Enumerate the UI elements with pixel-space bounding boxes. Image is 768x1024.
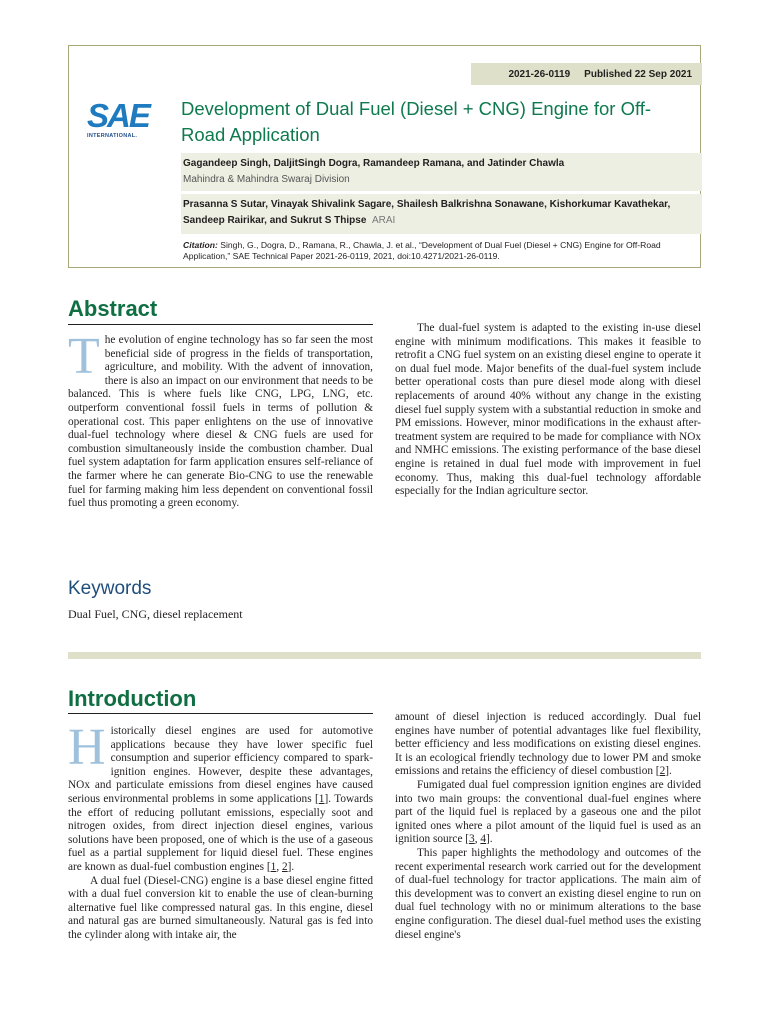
intro-p4-text-a: Fumigated dual fuel compression ignition engines are divided into two main groups: the conventional dual-fuel engines where part of the liquid fuel is replaced by a gaseous one and the pilot ignited ones where a pilot amount of the liquid fuel is used as an ignition source [ [395, 778, 701, 846]
affiliation-group-1: Mahindra & Mahindra Swaraj Division [183, 174, 350, 185]
intro-p1-sep: , [276, 860, 282, 873]
keywords-heading: Keywords [68, 578, 152, 599]
authors-group-2-names: Prasanna S Sutar, Vinayak Shivalink Sagare, Shailesh Balkrishna Sonawane, Kishorkumar Kavathekar, Sandeep Rairikar, and Sukrut S Thipse [183, 199, 671, 226]
paper-title: Development of Dual Fuel (Diesel + CNG) Engine for Off-Road Application [181, 98, 652, 145]
introduction-paragraph-3 [395, 711, 701, 779]
authors-group-2 [183, 197, 702, 229]
intro-p1-text-a: istorically diesel engines are used for automotive applications because they have lower specific fuel consumption and superior efficiency compared to spark-ignition engines. However, despite these advantages, NOx and particulate emissions from diesel engines have caused serious environmental problems in some applications [ [68, 725, 373, 805]
keywords-text: Dual Fuel, CNG, diesel replacement [68, 607, 243, 621]
reference-link-1[interactable]: 1 [318, 792, 325, 805]
section-divider [68, 652, 701, 659]
abstract-paragraph-2: The dual-fuel system is adapted to the existing in-use diesel engine with minimum modifications. This makes it feasible to retrofit a CNG fuel system on an existing diesel engine to operate it on dual fuel mode. Major benefits of the dual-fuel system include better operational costs than pure diesel mode along with diesel replacements of around 40% without any change in the existing diesel fuel supply system with a substantial reduction in smoke and PM emissions. However, minor modifications in the exhaust after-treatment system are required to be made for compliance with NOx and NMHC emissions. The existing performance of the base diesel engine is retained in dual fuel mode with improvement in fuel economy. Thus, making this dual-fuel technology affordable especially for the Indian agriculture sector. [395, 322, 701, 498]
introduction-heading: Introduction [68, 686, 197, 711]
authors-group-1: Gagandeep Singh, DaljitSingh Dogra, Ramandeep Ramana, and Jatinder Chawla [183, 158, 565, 169]
abstract-paragraph-1-text: he evolution of engine technology has so far seen the most beneficial side of progress in the fields of transportation, agriculture, and mobility. With the advent of innovation, there is also an impact on our environment that needs to be balanced. This is where fuels like CNG, LPG, LNG, etc. outperform conventional fossil fuels in terms of pollution & operational cost. This paper enlightens on the use of innovative dual-fuel technology where diesel & CNG fuels are used for combustion simultaneously inside the combustion chamber. Dual fuel system adaptation for farm application ensures self-reliance of the farmer where he can generate Bio-CNG to use the renewable fuel for farming making him less dependent on conventional fossil fuel thus promoting a green economy. [68, 334, 373, 510]
introduction-left-column [68, 719, 373, 943]
intro-p4-sep: , [474, 833, 481, 846]
introduction-paragraph-4 [395, 779, 701, 847]
abstract-dropcap: T [68, 328, 100, 385]
abstract-heading-rule [68, 324, 373, 325]
citation-text: Singh, G., Dogra, D., Ramana, R., Chawla, J. et al., “Development of Dual Fuel (Diesel + CNG) Engine for Off-Road Application,” SAE Technical Paper 2021-26-0119, 2021, doi:10.4271/2021-26-0119. [183, 240, 661, 261]
citation-label: Citation: [183, 240, 218, 250]
reference-link-2b[interactable]: 2 [659, 765, 666, 778]
reference-link-1b[interactable]: 1 [270, 860, 277, 873]
affiliation-group-2: ARAI [371, 215, 396, 226]
introduction-paragraph-1 [68, 719, 373, 875]
reference-link-2[interactable]: 2 [281, 860, 288, 873]
introduction-paragraph-5: This paper highlights the methodology and outcomes of the recent experimental research work carried out for the development of dual-fuel technology for tractor applications. The main aim of this development was to convert an existing diesel engine to run on dual fuel technology with no or minimum alterations to the base engine configuration. The diesel dual-fuel method uses the existing diesel engine's [395, 846, 701, 941]
introduction-right-column [395, 711, 701, 942]
intro-p1-text-b: ]. Towards the effort of reducing pollutant emissions, especially soot and nitrogen oxides, from direct injection diesel engines, various solutions have been proposed, one of which is the use of a gaseous fuel as a partial supplement for liquid diesel fuel. These engines are known as dual-fuel combustion engines [ [68, 792, 373, 873]
sae-logo [87, 99, 155, 145]
intro-p3-text-b: ]. [665, 765, 672, 778]
paper-id: 2021-26-0119 [508, 68, 571, 80]
introduction-dropcap: H [68, 719, 106, 776]
citation [183, 240, 698, 262]
abstract-left-column [68, 328, 373, 511]
intro-p3-text-a: amount of diesel injection is reduced accordingly. Dual fuel engines have number of potential advantages like fuel flexibility, better efficiency and less modifications on existing diesel engines. It is an ecological friendly technology due to lower PM and smoke emissions and retains the efficiency of diesel combustion [ [395, 711, 701, 778]
introduction-paragraph-2: A dual fuel (Diesel-CNG) engine is a base diesel engine fitted with a dual fuel conversion kit to enable the use of clean-burning alternative fuel like compressed natural gas. In this engine, diesel and natural gas are burned simultaneously. Natural gas is fed into the cylinder along with intake air, the [68, 874, 373, 941]
author-group-2 [181, 194, 702, 234]
introduction-heading-rule [68, 713, 373, 714]
paper-header-box [68, 45, 701, 268]
intro-p1-text-c: ]. [287, 860, 295, 873]
paper-id-bar [471, 63, 702, 85]
author-group-1 [181, 153, 702, 191]
reference-link-3[interactable]: 3 [469, 833, 475, 846]
sae-logo-subtext: INTERNATIONAL. [87, 133, 138, 139]
sae-logo-letters: SAE [87, 97, 149, 134]
abstract-right-column [395, 322, 701, 499]
intro-p4-text-b: ]. [486, 833, 493, 846]
reference-link-4[interactable]: 4 [480, 833, 487, 846]
abstract-paragraph-1 [68, 328, 373, 511]
abstract-heading: Abstract [68, 296, 158, 321]
published-date: Published 22 Sep 2021 [584, 68, 692, 80]
